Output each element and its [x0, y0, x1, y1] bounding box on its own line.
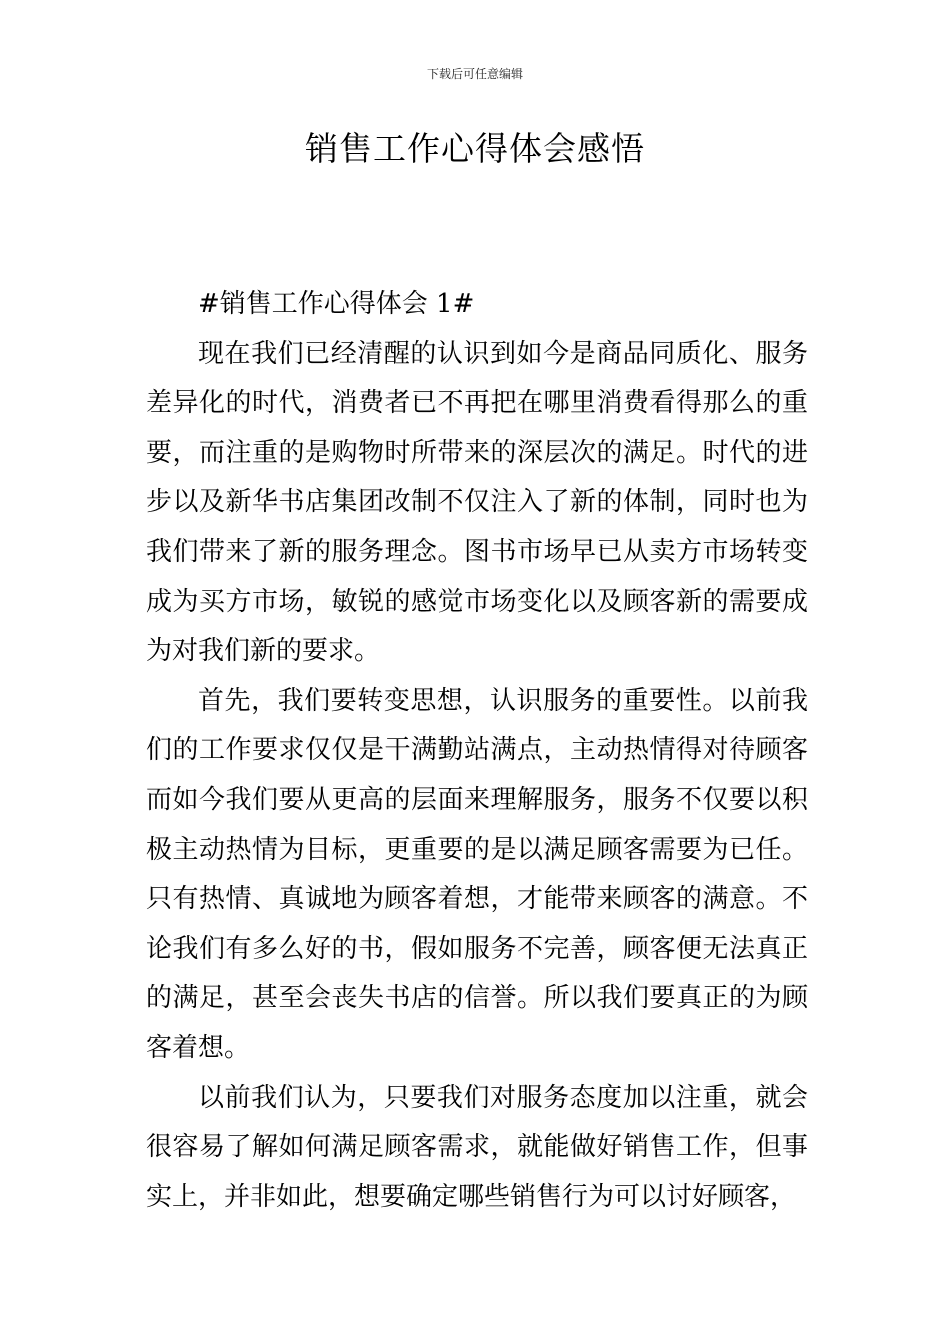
section-heading: #销售工作心得体会 1#	[198, 289, 475, 319]
paragraph-3: 以前我们认为，只要我们对服务态度加以注重，就会很容易了解如何满足顾客需求，就能做好销售工作，但事实上，并非如此，想要确定哪些销售行为可以讨好顾客，	[146, 1082, 808, 1212]
document-title: 销售工作心得体会感悟	[305, 129, 645, 168]
header-note: 下载后可任意编辑	[426, 67, 523, 81]
paragraph-2: 首先，我们要转变思想，认识服务的重要性。以前我们的工作要求仅仅是干满勤站满点，主动热情得对待顾客而如今我们要从更高的层面来理解服务，服务不仅要以积极主动热情为目标，更重要的是以满足顾客需要为已任。只有热情、真诚地为顾客着想，才能带来顾客的满意。不论我们有多么好的书，假如服务不完善，顾客便无法真正的满足，甚至会丧失书店的信誉。所以我们要真正的为顾客着想。	[146, 685, 808, 1063]
paragraph-1: 现在我们已经清醒的认识到如今是商品同质化、服务差异化的时代，消费者已不再把在哪里消费看得那么的重要，而注重的是购物时所带来的深层次的满足。时代的进步以及新华书店集团改制不仅注入了新的体制，同时也为我们带来了新的服务理念。图书市场早已从卖方市场转变成为买方市场，敏锐的感觉市场变化以及顾客新的需要成为对我们新的要求。	[146, 338, 808, 667]
document-body	[146, 280, 808, 1222]
